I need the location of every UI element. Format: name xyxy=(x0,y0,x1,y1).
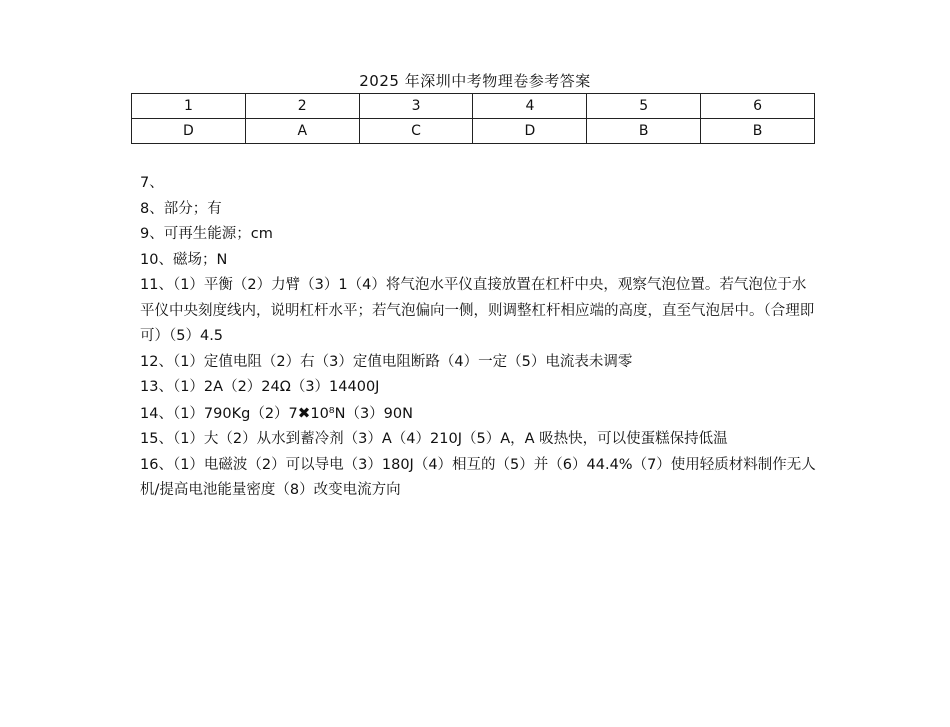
answer-line-16: 16、（1）电磁波（2）可以导电（3）180J（4）相互的（5）并（6）44.4%（7）使用轻质材料制作无人机/提高电池能量密度（8）改变电流方向 xyxy=(140,456,816,498)
answer-cell: B xyxy=(587,119,701,144)
answer-cell: B xyxy=(701,119,815,144)
question-number-cell: 3 xyxy=(359,94,473,119)
answer-list xyxy=(140,171,820,504)
answer-line-15: 15、（1）大（2）从水到蓄冷剂（3）A（4）210J（5）A，A 吸热快，可以使蛋糕保持低温 xyxy=(140,431,728,447)
answer-table xyxy=(131,93,815,144)
answer-line-7: 7、 xyxy=(140,175,164,191)
answer-14-part-2: 10⁸N（3）90N xyxy=(310,405,413,422)
answer-line-8: 8、部分；有 xyxy=(140,200,222,217)
answer-line-9: 9、可再生能源；cm xyxy=(140,226,273,242)
answer-cell: A xyxy=(245,119,359,144)
question-number-cell: 6 xyxy=(701,94,815,119)
answer-line-12: 12、（1）定值电阻（2）右（3）定值电阻断路（4）一定（5）电流表未调零 xyxy=(140,353,633,370)
answer-cell: C xyxy=(359,119,473,144)
table-answer-row xyxy=(132,119,815,144)
answer-line-11: 11、（1）平衡（2）力臂（3）1（4）将气泡水平仪直接放置在杠杆中央，观察气泡位置。若气泡位于水平仪中央刻度线内，说明杠杆水平；若气泡偏向一侧，则调整杠杆相应端的高度，直至气泡居中。（合理即可）（5）4.5 xyxy=(140,277,815,344)
question-number-cell: 5 xyxy=(587,94,701,119)
question-number-cell: 2 xyxy=(245,94,359,119)
answer-line-13: 13、（1）2A（2）24Ω（3）14400J xyxy=(140,379,380,395)
document-title: 2025 年深圳中考物理卷参考答案 xyxy=(359,72,591,90)
answer-14-part-1: 14、（1）790Kg（2）7 xyxy=(140,405,298,422)
question-number-cell: 1 xyxy=(132,94,246,119)
answer-cell: D xyxy=(132,119,246,144)
multiply-mark-icon: ✖ xyxy=(297,403,311,422)
table-header-row xyxy=(132,94,815,119)
answer-line-14 xyxy=(140,401,820,428)
answer-line-10: 10、磁场；N xyxy=(140,251,228,268)
question-number-cell: 4 xyxy=(473,94,587,119)
answer-cell: D xyxy=(473,119,587,144)
